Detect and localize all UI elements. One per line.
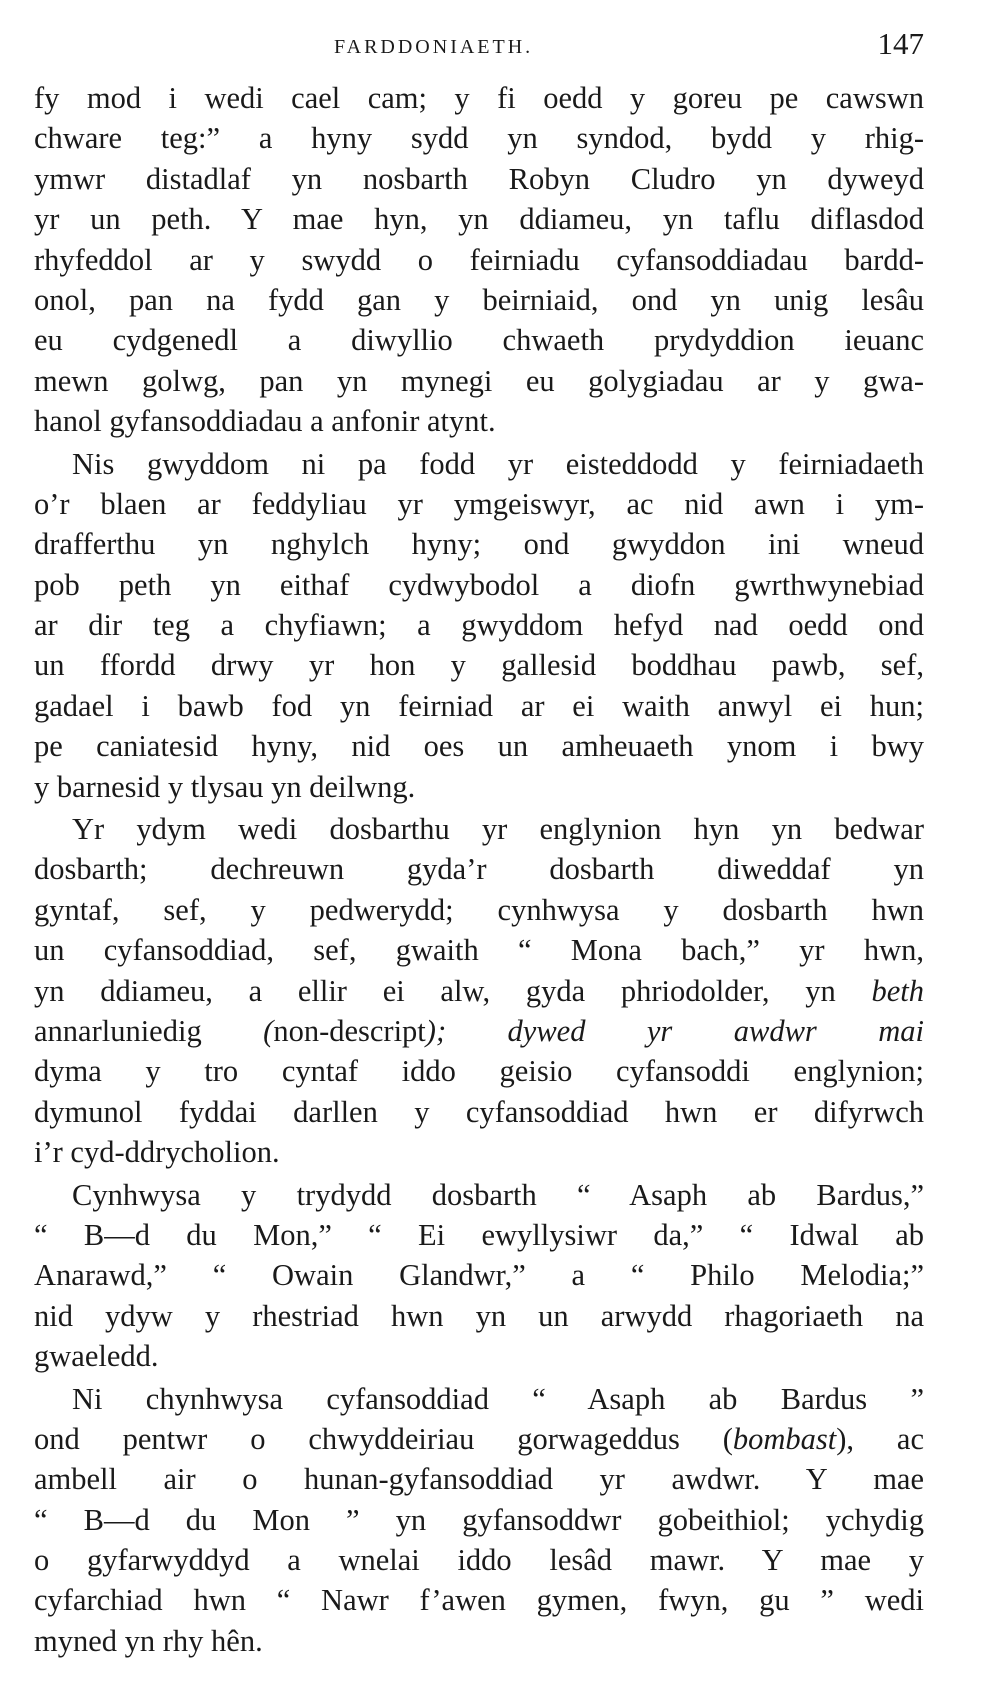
text-line bbox=[34, 1255, 924, 1295]
text-run: ar dir teg a chyfiawn; a gwyddom hefyd nad oedd ond bbox=[34, 608, 924, 643]
text-run: fy mod i wedi cael cam; y fi oedd y goreu pe cawswn bbox=[34, 81, 924, 115]
text-line bbox=[34, 1296, 924, 1336]
text-line bbox=[34, 849, 924, 889]
text-line bbox=[34, 1051, 924, 1091]
text-run: drafferthu yn nghylch hyny; ond gwyddon ini wneud bbox=[34, 527, 924, 562]
text-line bbox=[34, 1132, 924, 1172]
text-run: chware teg:” a hyny sydd yn syndod, bydd y rhig- bbox=[34, 121, 924, 156]
text-line bbox=[34, 484, 924, 524]
text-run: “ B—d du Mon ” yn gyfansoddwr gobeithiol; ychydig bbox=[34, 1502, 924, 1537]
text-line bbox=[34, 809, 924, 849]
text-line bbox=[34, 361, 924, 401]
text-line bbox=[34, 971, 924, 1011]
text-line bbox=[34, 1215, 924, 1255]
text-run: dyma y tro cyntaf iddo geisio cyfansoddi englynion; bbox=[34, 1054, 924, 1089]
text-run: yn ddiameu, a ellir ei alw, gyda phriodolder, yn bbox=[34, 973, 872, 1008]
text-run: ond pentwr o chwyddeiriau gorwageddus ( bbox=[34, 1421, 733, 1456]
text-run: non-descript bbox=[273, 1013, 426, 1048]
text-run: Cynhwysa y trydydd dosbarth “ Asaph ab Bardus,” bbox=[72, 1177, 924, 1212]
text-line bbox=[34, 605, 924, 645]
text-run: gwaeledd. bbox=[34, 1339, 159, 1374]
text-run: Yr ydym wedi dosbarthu yr englynion hyn yn bedwar bbox=[72, 812, 924, 847]
text-run: pob peth yn eithaf cydwybodol a diofn gwrthwynebiad bbox=[34, 567, 924, 602]
text-run: Nis gwyddom ni pa fodd yr eisteddodd y feirniadaeth bbox=[72, 446, 924, 481]
text-line bbox=[34, 1500, 924, 1540]
text-line bbox=[34, 1459, 924, 1499]
page-number: 147 bbox=[877, 26, 924, 61]
italic-text: ); dywed yr awdwr mai bbox=[425, 1013, 924, 1048]
text-line bbox=[34, 686, 924, 726]
text-line bbox=[34, 401, 924, 441]
text-line bbox=[34, 240, 924, 280]
text-line bbox=[34, 726, 924, 766]
body-text bbox=[34, 78, 924, 1661]
text-line bbox=[34, 1379, 924, 1419]
running-title: FARDDONIAETH. bbox=[334, 36, 534, 58]
text-line bbox=[34, 1011, 924, 1051]
text-run: un cyfansoddiad, sef, gwaith “ Mona bach,” yr hwn, bbox=[34, 933, 924, 968]
text-line bbox=[34, 930, 924, 970]
text-line bbox=[34, 767, 924, 807]
text-run: i’r cyd-ddrycholion. bbox=[34, 1135, 280, 1170]
paragraph bbox=[34, 1175, 924, 1377]
book-page bbox=[34, 22, 924, 1663]
text-line bbox=[34, 444, 924, 484]
text-run: dosbarth; dechreuwn gyda’r dosbarth diweddaf yn bbox=[34, 852, 924, 887]
text-run: “ B—d du Mon,” “ Ei ewyllysiwr da,” “ Idwal ab bbox=[34, 1217, 924, 1252]
text-line bbox=[34, 1540, 924, 1580]
text-line bbox=[34, 524, 924, 564]
text-line bbox=[34, 565, 924, 605]
text-run: ), ac bbox=[836, 1421, 924, 1456]
text-line bbox=[34, 890, 924, 930]
text-line bbox=[34, 78, 924, 118]
text-run: myned yn rhy hên. bbox=[34, 1623, 263, 1658]
text-run: pe caniatesid hyny, nid oes un amheuaeth ynom i bwy bbox=[34, 729, 924, 764]
text-run: gadael i bawb fod yn feirniad ar ei waith anwyl ei hun; bbox=[34, 688, 924, 723]
text-run: Anarawd,” “ Owain Glandwr,” a “ Philo Melodia;” bbox=[34, 1258, 924, 1293]
text-run: dymunol fyddai darllen y cyfansoddiad hwn er difyrwch bbox=[34, 1094, 924, 1129]
text-line bbox=[34, 1092, 924, 1132]
text-run: eu cydgenedl a diwyllio chwaeth prydyddion ieuanc bbox=[34, 323, 924, 358]
text-run: ambell air o hunan-gyfansoddiad yr awdwr. Y mae bbox=[34, 1462, 924, 1497]
text-run: y barnesid y tlysau yn deilwng. bbox=[34, 769, 416, 804]
paragraph bbox=[34, 78, 924, 442]
paragraph bbox=[34, 809, 924, 1173]
italic-text: beth bbox=[871, 973, 924, 1008]
text-run: cyfarchiad hwn “ Nawr f’awen gymen, fwyn, gu ” wedi bbox=[34, 1583, 924, 1618]
paragraph bbox=[34, 1379, 924, 1662]
text-line bbox=[34, 199, 924, 239]
text-run: rhyfeddol ar y swydd o feirniadu cyfansoddiadau bardd- bbox=[34, 242, 924, 277]
italic-text: bombast bbox=[732, 1421, 837, 1456]
text-run: gyntaf, sef, y pedwerydd; cynhwysa y dosbarth hwn bbox=[34, 892, 924, 927]
text-run: hanol gyfansoddiadau a anfonir atynt. bbox=[34, 404, 496, 439]
text-run: ymwr distadlaf yn nosbarth Robyn Cludro yn dyweyd bbox=[34, 161, 924, 196]
text-run: annarluniedig bbox=[34, 1013, 202, 1048]
text-line bbox=[34, 280, 924, 320]
running-head bbox=[34, 22, 924, 68]
text-run: o gyfarwyddyd a wnelai iddo lesâd mawr. Y mae y bbox=[34, 1543, 924, 1578]
text-line bbox=[34, 118, 924, 158]
text-line bbox=[34, 320, 924, 360]
text-run: yr un peth. Y mae hyn, yn ddiameu, yn taflu diflasdod bbox=[34, 202, 924, 237]
text-line bbox=[34, 1621, 924, 1661]
text-run: o’r blaen ar feddyliau yr ymgeiswyr, ac nid awn i ym- bbox=[34, 486, 924, 521]
text-line bbox=[34, 1175, 924, 1215]
italic-text: ( bbox=[201, 1013, 274, 1048]
text-line bbox=[34, 645, 924, 685]
text-line bbox=[34, 1419, 924, 1459]
text-line bbox=[34, 159, 924, 199]
text-run: mewn golwg, pan yn mynegi eu golygiadau ar y gwa- bbox=[34, 363, 924, 398]
text-line bbox=[34, 1580, 924, 1620]
text-run: nid ydyw y rhestriad hwn yn un arwydd rhagoriaeth na bbox=[34, 1298, 924, 1333]
text-run: onol, pan na fydd gan y beirniaid, ond yn unig lesâu bbox=[34, 282, 924, 317]
paragraph bbox=[34, 444, 924, 808]
text-run: Ni chynhwysa cyfansoddiad “ Asaph ab Bardus ” bbox=[72, 1381, 924, 1416]
text-line bbox=[34, 1336, 924, 1376]
text-run: un ffordd drwy yr hon y gallesid boddhau pawb, sef, bbox=[34, 648, 924, 683]
